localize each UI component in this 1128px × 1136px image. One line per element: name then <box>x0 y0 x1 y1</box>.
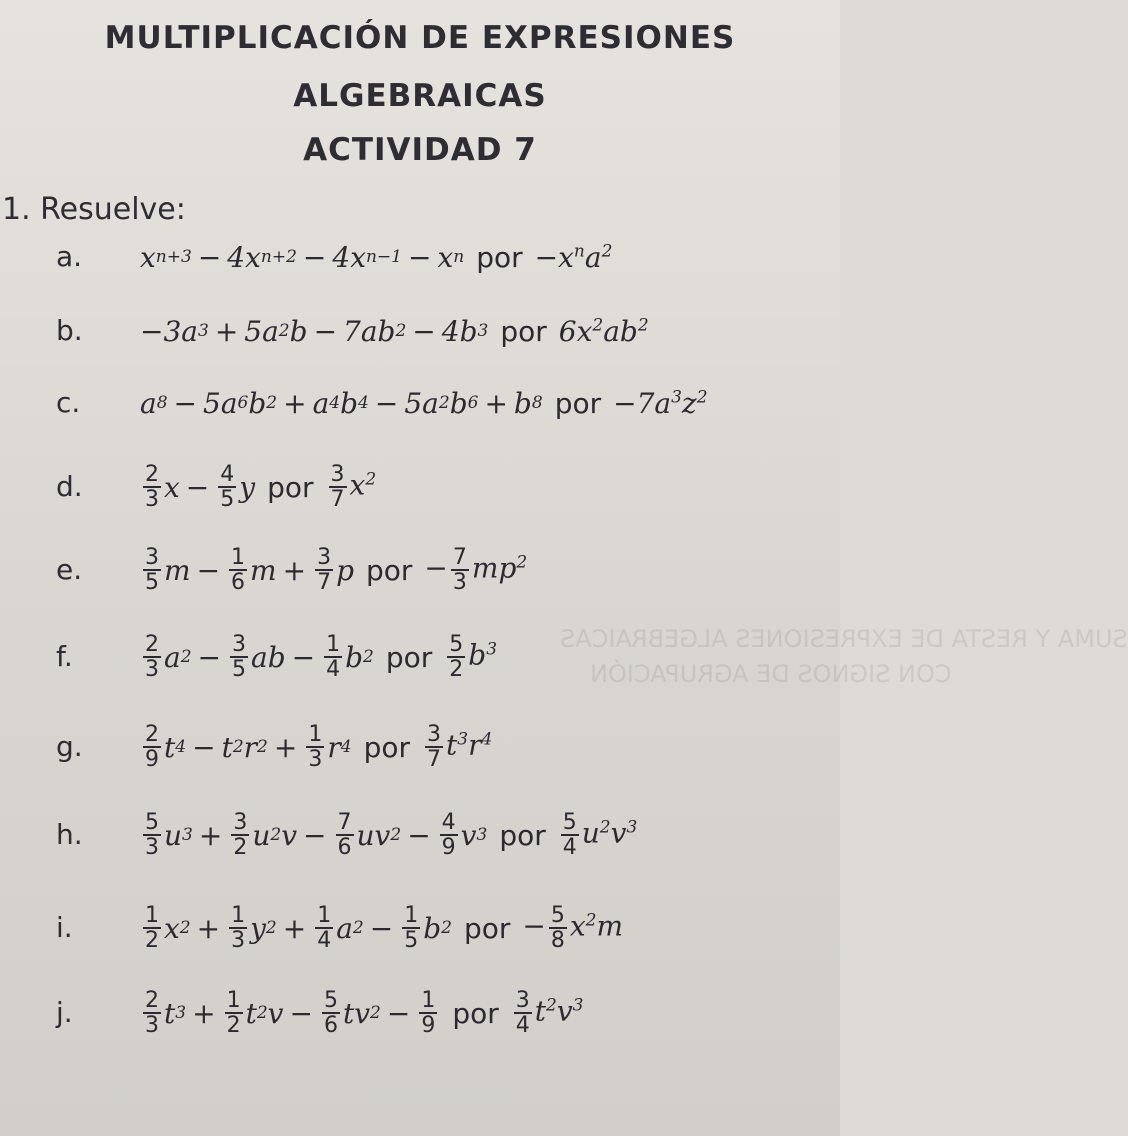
exercise-expression: $\frac{3}{5}$ m − $\frac{1}{6}$ m + $\frac{3}{7}$ p por − $\frac{7}{3}$ $mp^2$ <box>145 544 528 595</box>
exercise-letter: e. <box>56 553 83 586</box>
exercise-multiplier: − $\frac{5}{8}$ $x^2m$ <box>522 902 624 953</box>
exercise-letter: b. <box>56 314 83 347</box>
exercise-expression: $\frac{5}{3}$ u 3 + $\frac{3}{2}$ u 2 v − $\frac{7}{6}$ uv 2 − $\frac{4}{9}$ v 3 por $\frac{5}{4}$ $u^2v^3$ <box>145 809 638 860</box>
title-line-1: MULTIPLICACIÓN DE EXPRESIONES <box>104 20 736 56</box>
instruction: 1. Resuelve: <box>2 192 186 227</box>
exercise-letter: c. <box>56 386 81 419</box>
exercise-letter: f. <box>56 640 73 673</box>
exercise-letter: i. <box>56 911 73 944</box>
exercise-item <box>0 800 840 880</box>
exercise-item <box>0 222 840 302</box>
exercise-letter: j. <box>56 996 73 1029</box>
exercise-item <box>0 452 840 532</box>
exercise-multiplier: $-7a^3z^2$ <box>613 386 708 420</box>
exercise-letter: a. <box>56 240 83 273</box>
exercise-expression: $\frac{2}{9}$ t 4 − t 2 r 2 + $\frac{1}{3}$ r 4 por $\frac{3}{7}$ $t^3r^4$ <box>145 721 493 772</box>
exercise-expression: $\frac{1}{2}$ x 2 + $\frac{1}{3}$ y 2 + $\frac{1}{4}$ a 2 − $\frac{1}{5}$ b 2 por − $\frac{5}{8}$ $x^2m$ <box>145 902 624 953</box>
activity-number: ACTIVIDAD 7 <box>303 132 537 168</box>
exercise-expression: a 8 − 5a 6 b 2 + a 4 b 4 − 5a 2 b 6 + b 8 por $-7a^3z^2$ <box>140 386 708 420</box>
por-word: por <box>366 553 413 587</box>
exercise-item <box>0 978 840 1058</box>
por-word: por <box>267 470 314 504</box>
exercise-item <box>0 296 840 376</box>
por-word: por <box>463 911 511 945</box>
por-word: por <box>476 240 523 274</box>
exercise-letter: h. <box>56 818 83 851</box>
exercise-item <box>0 535 840 615</box>
exercise-letter: d. <box>56 470 83 503</box>
exercise-multiplier: $\frac{5}{4}$ $u^2v^3$ <box>562 809 638 860</box>
por-word: por <box>452 996 499 1030</box>
exercise-multiplier: $6x^2ab^2$ <box>558 314 649 348</box>
exercise-multiplier: − $\frac{7}{3}$ $mp^2$ <box>424 544 528 595</box>
exercise-multiplier: $\frac{3}{4}$ $t^2v^3$ <box>515 987 584 1038</box>
exercise-item <box>0 893 840 973</box>
exercise-expression: − 3a 3 + 5a 2 b − 7ab 2 − 4b 3 por $6x^2ab^2$ <box>140 314 649 348</box>
exercise-item <box>0 712 840 792</box>
title-line-2: ALGEBRAICAS <box>293 78 547 114</box>
por-word: por <box>554 386 602 420</box>
exercise-expression: x n+3 − 4x n+2 − 4x n−1 − x n por $-x^na^2$ <box>140 240 613 274</box>
exercise-multiplier: $\frac{3}{7}$ $t^3r^4$ <box>426 721 493 772</box>
exercise-expression: $\frac{2}{3}$ x − $\frac{4}{5}$ y por $\frac{3}{7}$ $x^2$ <box>145 461 377 512</box>
exercise-multiplier: $\frac{5}{2}$ $b^3$ <box>449 631 498 682</box>
por-word: por <box>385 640 433 674</box>
exercise-expression: $\frac{2}{3}$ t 3 + $\frac{1}{2}$ t 2 v − $\frac{5}{6}$ tv 2 − $\frac{1}{9}$ por $\frac{3}{4}$ $t^2v^3$ <box>145 987 584 1038</box>
exercise-multiplier: $\frac{3}{7}$ $x^2$ <box>330 461 377 512</box>
exercise-expression: $\frac{2}{3}$ a 2 − $\frac{3}{5}$ ab − $\frac{1}{4}$ b 2 por $\frac{5}{2}$ $b^3$ <box>145 631 498 682</box>
por-word: por <box>363 730 410 764</box>
exercise-item <box>0 622 840 702</box>
bleed-through-text: CON SIGNOS DE AGRUPACIÓN <box>590 660 952 688</box>
bleed-through-text: SUMA Y RESTA DE EXPRESIONES ALGEBRAICAS <box>560 625 1128 653</box>
exercise-multiplier: $-x^na^2$ <box>534 240 613 274</box>
exercise-item <box>0 368 840 448</box>
por-word: por <box>499 818 546 852</box>
exercise-letter: g. <box>56 730 83 763</box>
por-word: por <box>500 314 547 348</box>
